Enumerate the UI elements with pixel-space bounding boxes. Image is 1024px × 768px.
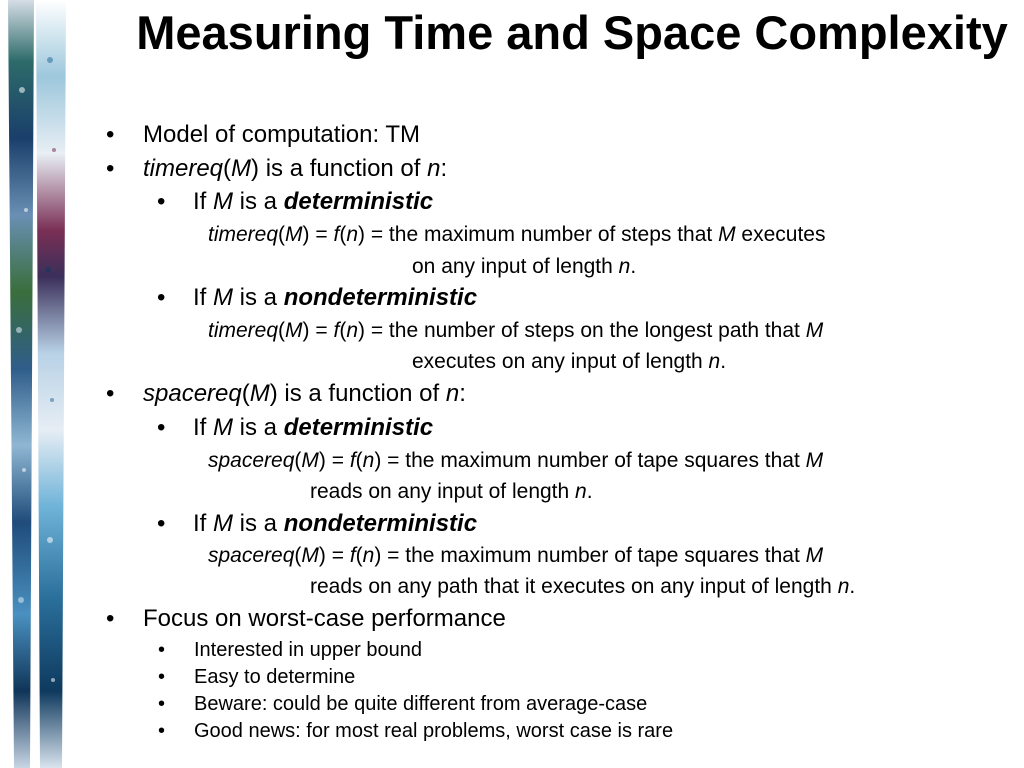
bullet-marker: • <box>158 666 166 688</box>
spacereq-nondeterministic-continuation <box>310 576 855 597</box>
is-a-text: is a <box>233 284 284 311</box>
definition-text: ) = the number of steps on the longest path that <box>358 319 806 342</box>
spacereq-nondeterministic-definition: spacereq(M) = f(n) = the maximum number of tape squares that M <box>208 544 824 567</box>
def-M: M <box>805 544 824 567</box>
continuation-text: reads on any path that it executes on any input of length <box>310 575 838 598</box>
spacereq-text: ) is a function of <box>269 380 446 407</box>
def-M: M <box>718 223 736 246</box>
def-M: M <box>805 319 824 342</box>
colon: : <box>440 155 448 182</box>
bullet-marker: • <box>158 639 166 661</box>
subbullet-easy-to-determine: Easy to determine <box>194 666 356 688</box>
fn-spacereq: spacereq <box>208 449 295 472</box>
definition-text: ) = the maximum number of steps that <box>358 223 719 246</box>
bullet-marker: • <box>106 121 115 148</box>
continuation-text: on any input of length <box>412 255 619 278</box>
is-a-text: is a <box>233 510 284 537</box>
bullet-focus-worst-case: Focus on worst-case performance <box>143 605 506 632</box>
eq-text: ) = <box>302 223 334 246</box>
definition-text: ) = the maximum number of tape squares that <box>374 449 806 472</box>
definition-end: executes <box>735 223 826 246</box>
cont-n: n <box>618 255 631 278</box>
fn-M: M <box>285 223 303 246</box>
term-M: M <box>213 188 234 215</box>
kind-nondeterministic: nondeterministic <box>283 510 478 537</box>
period: . <box>849 575 856 598</box>
fn-timereq: timereq <box>208 223 279 246</box>
bullet-marker: • <box>157 510 166 537</box>
kind-deterministic: deterministic <box>283 188 434 215</box>
spacereq-deterministic-definition: spacereq(M) = f(n) = the maximum number of tape squares that M <box>208 449 824 472</box>
def-M: M <box>805 449 824 472</box>
subbullet-good-news: Good news: for most real problems, worst case is rare <box>194 720 674 742</box>
fn-f: f <box>333 319 340 342</box>
kind-nondeterministic: nondeterministic <box>283 284 478 311</box>
subbullet-spacereq-deterministic <box>193 416 433 440</box>
bullet-timereq: timereq(M) is a function of n: <box>143 155 448 182</box>
fn-n: n <box>362 544 375 567</box>
cont-n: n <box>837 575 850 598</box>
kind-deterministic: deterministic <box>283 414 434 441</box>
bullet-spacereq: spacereq(M) is a function of n: <box>143 380 466 407</box>
term-M: M <box>213 510 234 537</box>
eq-text: ) = <box>318 449 350 472</box>
subbullet-upper-bound: Interested in upper bound <box>194 639 422 661</box>
bullet-marker: • <box>157 188 166 215</box>
slide-title: Measuring Time and Space Complexity <box>136 6 1008 59</box>
subbullet-beware-average-case: Beware: could be quite different from average-case <box>194 693 648 715</box>
subbullet-timereq-deterministic <box>193 190 433 214</box>
term-spacereq: spacereq <box>143 380 242 407</box>
bullet-model-of-computation: Model of computation: TM <box>143 121 421 148</box>
decorative-side-artwork <box>0 0 80 768</box>
if-text: If <box>193 188 214 215</box>
continuation-text: reads on any input of length <box>310 480 576 503</box>
fn-n: n <box>346 223 358 246</box>
fn-n: n <box>346 319 358 342</box>
fn-f: f <box>349 449 356 472</box>
is-a-text: is a <box>233 414 284 441</box>
fn-M: M <box>301 449 319 472</box>
bullet-marker: • <box>158 720 166 742</box>
timereq-deterministic-continuation <box>412 256 636 277</box>
fn-f: f <box>333 223 340 246</box>
term-M: M <box>249 380 270 407</box>
fn-f: f <box>349 544 356 567</box>
bullet-marker: • <box>157 414 166 441</box>
term-M: M <box>213 414 234 441</box>
period: . <box>720 350 727 373</box>
period: . <box>586 480 593 503</box>
eq-text: ) = <box>318 544 350 567</box>
term-n: n <box>427 155 441 182</box>
colon: : <box>459 380 466 407</box>
term-timereq: timereq <box>143 155 224 182</box>
fn-n: n <box>362 449 375 472</box>
bullet-marker: • <box>157 284 166 311</box>
bullet-marker: • <box>106 380 115 407</box>
subbullet-spacereq-nondeterministic <box>193 512 477 536</box>
bullet-marker: • <box>106 605 115 632</box>
term-M: M <box>213 284 234 311</box>
eq-text: ) = <box>302 319 334 342</box>
bullet-marker: • <box>158 693 166 715</box>
timereq-text: ) is a function of <box>251 155 428 182</box>
fn-spacereq: spacereq <box>208 544 295 567</box>
term-n: n <box>445 380 460 407</box>
timereq-nondeterministic-definition: timereq(M) = f(n) = the number of steps on the longest path that M <box>208 319 824 342</box>
subbullet-timereq-nondeterministic <box>193 286 477 310</box>
period: . <box>630 255 637 278</box>
cont-n: n <box>708 350 721 373</box>
spacereq-deterministic-continuation <box>310 481 593 502</box>
fn-timereq: timereq <box>208 319 279 342</box>
if-text: If <box>193 510 214 537</box>
cont-n: n <box>575 480 587 503</box>
fn-M: M <box>301 544 319 567</box>
continuation-text: executes on any input of length <box>412 350 709 373</box>
definition-text: ) = the maximum number of tape squares that <box>374 544 806 567</box>
if-text: If <box>193 284 214 311</box>
is-a-text: is a <box>233 188 284 215</box>
if-text: If <box>193 414 214 441</box>
timereq-nondeterministic-continuation <box>412 351 726 372</box>
fn-M: M <box>285 319 303 342</box>
bullet-marker: • <box>106 155 115 182</box>
timereq-deterministic-definition: timereq(M) = f(n) = the maximum number of steps that M executes <box>208 223 826 246</box>
term-M: M <box>231 155 252 182</box>
